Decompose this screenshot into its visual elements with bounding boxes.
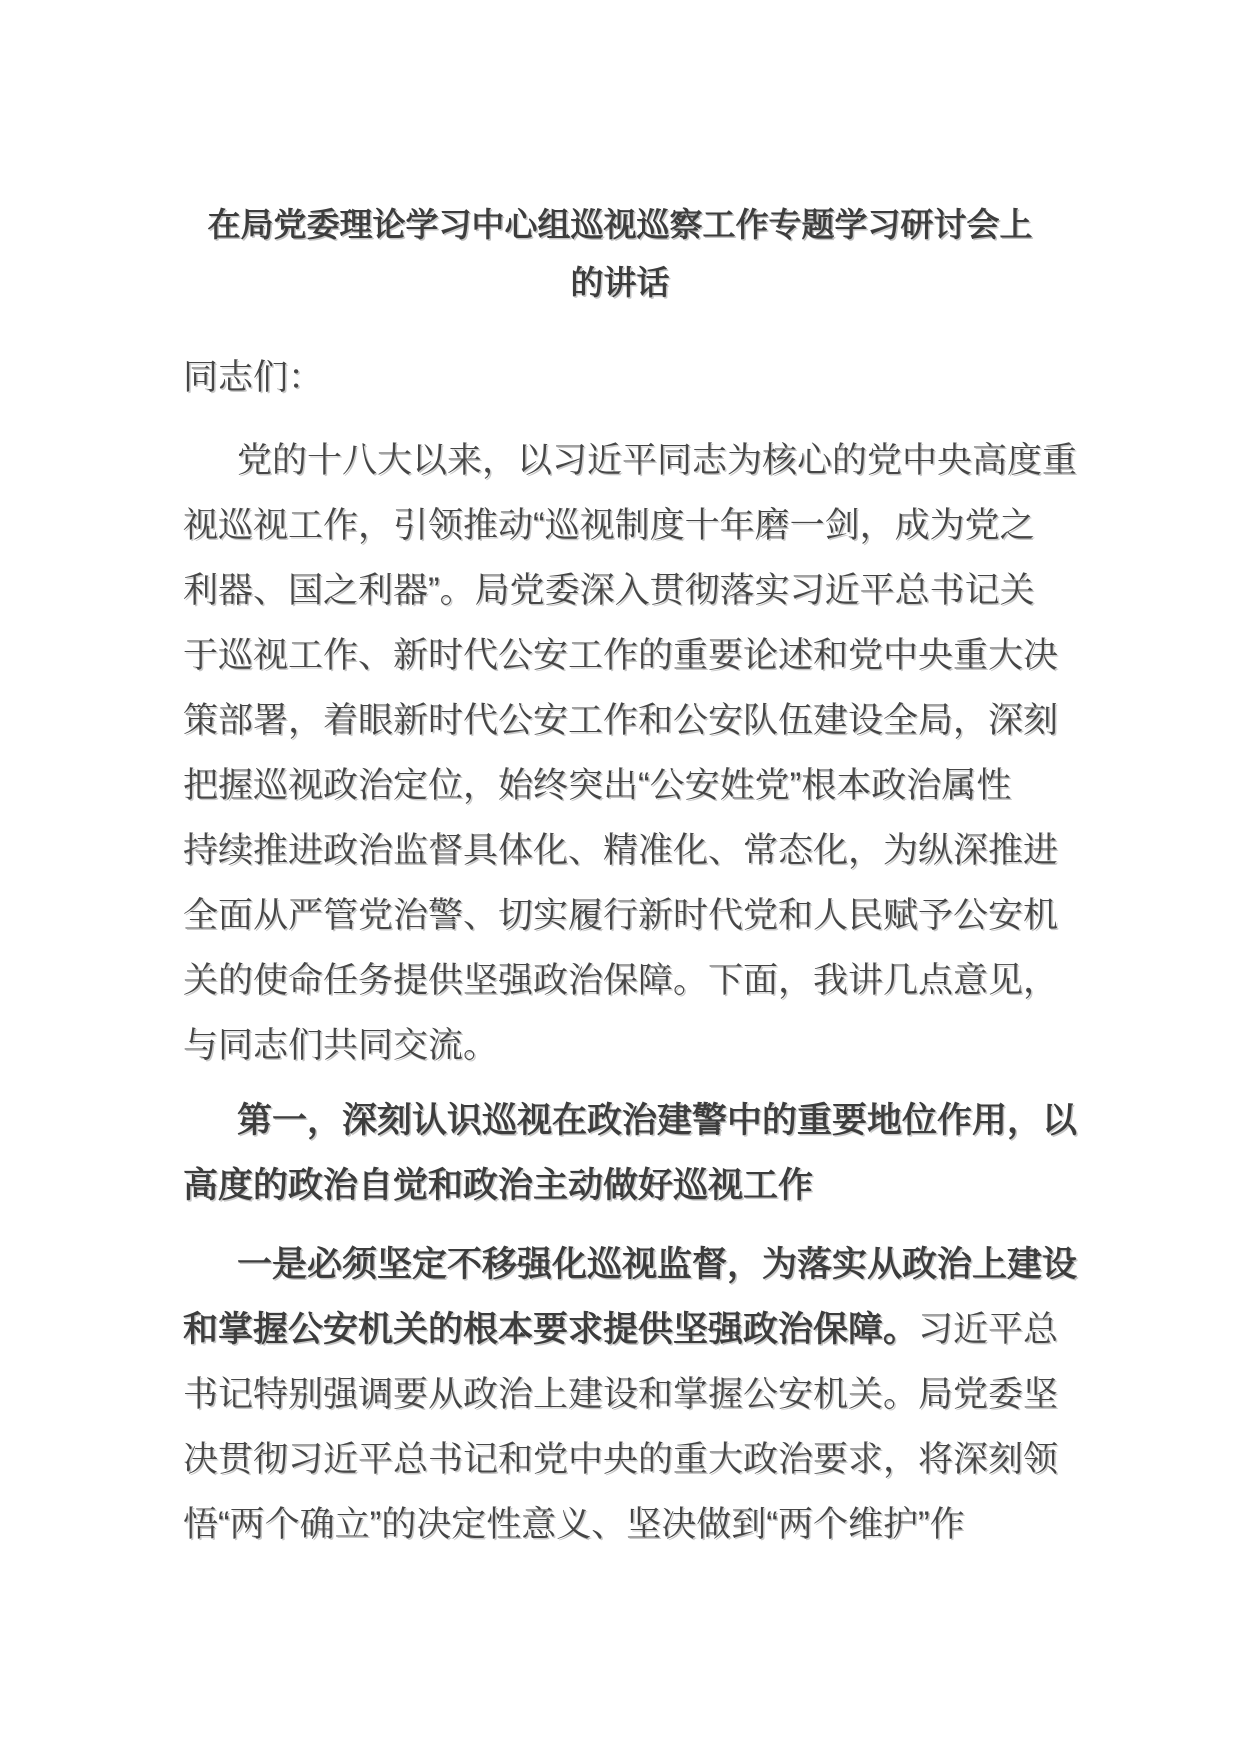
text-line <box>183 1492 1057 1557</box>
text-line <box>183 493 1057 558</box>
text-line <box>183 1088 1078 1153</box>
text-segment: 与同志们共同交流。 <box>183 1026 499 1065</box>
text-segment: 同志们： <box>183 358 324 397</box>
bold-text-segment: 第一，深刻认识巡视在政治建警中的重要地位作用，以 <box>237 1101 1078 1140</box>
text-line <box>183 948 1057 1013</box>
text-line <box>183 428 1078 493</box>
text-segment: 视巡视工作，引领推动“巡视制度十年磨一剑，成为党之 <box>183 506 1035 545</box>
text-line <box>183 688 1057 753</box>
text-line <box>183 1362 1057 1427</box>
text-segment: 党的十八大以来，以习近平同志为核心的党中央高度重 <box>237 441 1078 480</box>
bold-text-segment: 和掌握公安机关的根本要求提供坚强政治保障。 <box>183 1310 919 1349</box>
paragraph <box>183 1232 1078 1557</box>
text-segment: 把握巡视政治定位，始终突出“公安姓党”根本政治属性 <box>183 766 1012 805</box>
document-body <box>183 345 1078 1557</box>
title-line: 的讲话 <box>570 264 670 301</box>
text-segment: 决贯彻习近平总书记和党中央的重大政治要求，将深刻领 <box>183 1440 1059 1479</box>
bold-text-segment: 一是必须坚定不移强化巡视监督，为落实从政治上建设 <box>237 1245 1078 1284</box>
text-line <box>183 1013 1057 1078</box>
text-line <box>183 818 1057 883</box>
bold-text-segment: 高度的政治自觉和政治主动做好巡视工作 <box>183 1166 814 1205</box>
text-segment: 全面从严管党治警、切实履行新时代党和人民赋予公安机 <box>183 896 1059 935</box>
title-line: 在局党委理论学习中心组巡视巡察工作专题学习研讨会上 <box>207 206 1033 243</box>
text-line <box>183 345 1057 410</box>
text-line <box>183 1297 1057 1362</box>
text-segment: 习近平总 <box>918 1310 1059 1349</box>
text-line <box>183 883 1057 948</box>
text-segment: 于巡视工作、新时代公安工作的重要论述和党中央重大决 <box>183 636 1059 675</box>
text-segment: 关的使命任务提供坚强政治保障。下面，我讲几点意见， <box>183 961 1059 1000</box>
salutation <box>183 345 1057 410</box>
text-line <box>183 1427 1057 1492</box>
text-segment: 持续推进政治监督具体化、精准化、常态化，为纵深推进 <box>183 831 1059 870</box>
text-line <box>183 1232 1078 1297</box>
text-segment: 书记特别强调要从政治上建设和掌握公安机关。局党委坚 <box>183 1375 1059 1414</box>
document-title <box>183 196 1057 312</box>
text-line <box>183 558 1057 623</box>
text-segment: 利器、国之利器”。局党委深入贯彻落实习近平总书记关 <box>183 571 1035 610</box>
paragraph <box>183 428 1078 1078</box>
text-line <box>183 1153 1057 1218</box>
text-segment: 策部署，着眼新时代公安工作和公安队伍建设全局，深刻 <box>183 701 1059 740</box>
text-line <box>183 753 1057 818</box>
text-line <box>183 623 1057 688</box>
text-segment: 悟“两个确立”的决定性意义、坚决做到“两个维护”作 <box>183 1505 965 1544</box>
heading <box>183 1088 1078 1218</box>
